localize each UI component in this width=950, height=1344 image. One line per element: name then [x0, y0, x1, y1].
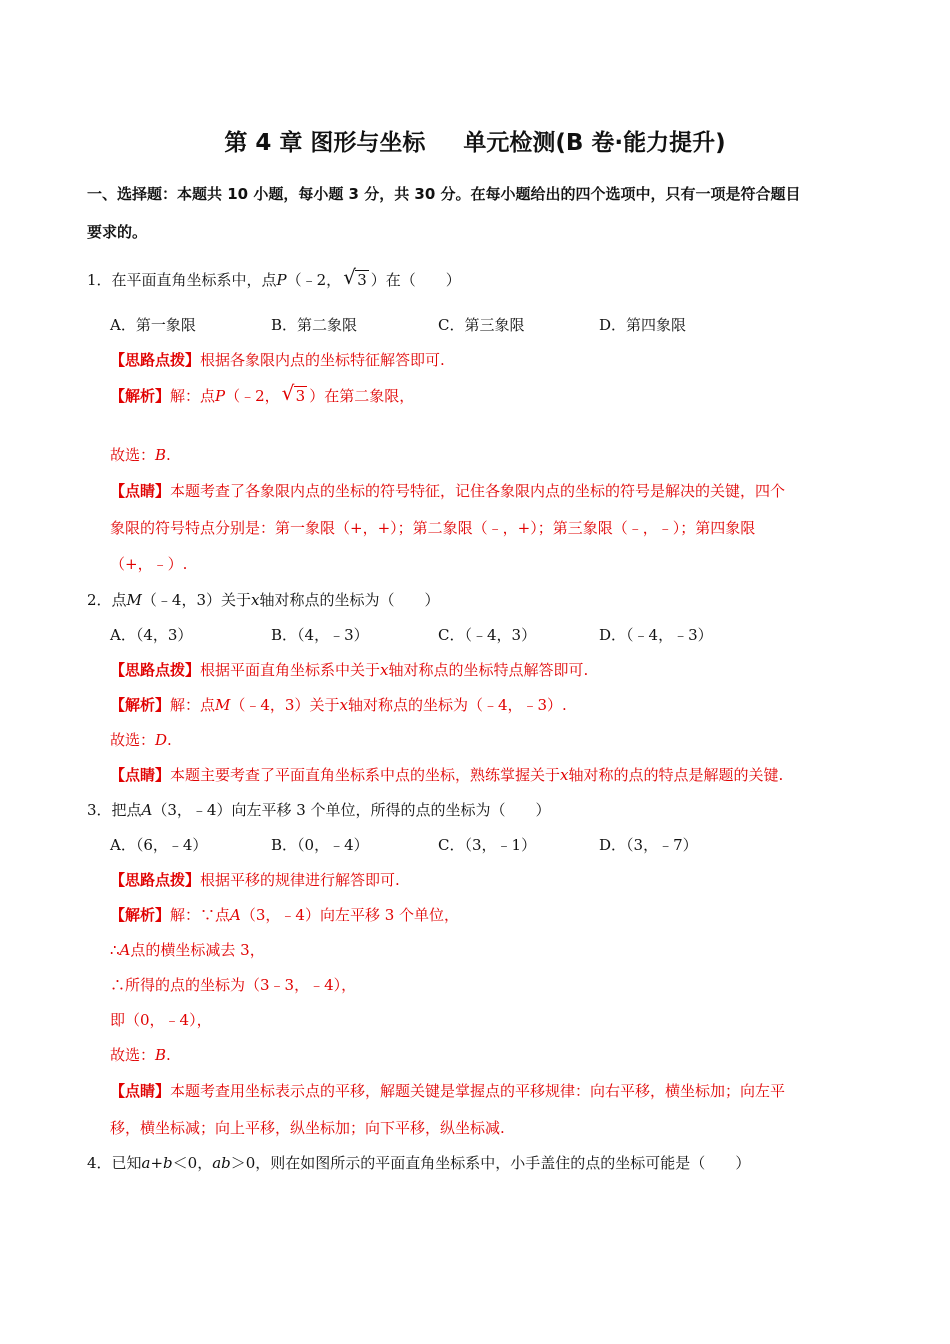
q1-stem: 1．在平面直角坐标系中，点P（﹣2， √ 3 ）在（ ） [87, 265, 461, 289]
q3-note-line1: 【点睛】本题考查用坐标表示点的平移，解题关键是掌握点的平移规律：向右平移，横坐标加；向左平 [110, 1082, 786, 1100]
q3-option-a: A．（6，﹣4） [110, 836, 208, 854]
q3-option-b: B．（0，﹣4） [271, 836, 369, 854]
section-heading-line1: 一、选择题：本题共 10 小题，每小题 3 分，共 30 分。在每小题给出的四个选项中，只有一项是符合题目 [87, 185, 801, 203]
q1-option-d: D．第四象限 [599, 316, 687, 334]
q2-option-b: B．（4，﹣3） [271, 626, 369, 644]
q4-stem: 4．已知a+b＜0，ab＞0，则在如图所示的平面直角坐标系中，小手盖住的点的坐标可能是（ ） [87, 1154, 751, 1172]
q1-answer: 故选：B. [110, 446, 171, 464]
q1-note-line1: 【点睛】本题考查了各象限内点的坐标的符号特征，记住各象限内点的坐标的符号是解决的关键，四个 [110, 482, 786, 500]
q3-option-c: C．（3，﹣1） [438, 836, 537, 854]
q3-answer: 故选：B. [110, 1046, 171, 1064]
q2-option-c: C．（﹣4，3） [438, 626, 537, 644]
q1-option-c: C．第三象限 [438, 316, 525, 334]
q1-option-b: B．第二象限 [271, 316, 358, 334]
section-heading-line2: 要求的。 [87, 223, 148, 241]
q3-step3: 即（0，﹣4）， [110, 1011, 212, 1029]
sqrt-symbol: √ 3 [281, 381, 306, 405]
q3-note-line2: 移，横坐标减；向上平移，纵坐标加；向下平移，纵坐标减. [110, 1119, 505, 1137]
q3-step2: ∴所得的点的坐标为（3﹣3，﹣4）， [110, 976, 357, 994]
title-unit: 单元检测(B 卷·能力提升) [463, 130, 726, 156]
q3-option-d: D．（3，﹣7） [599, 836, 698, 854]
q2-stem: 2．点M（﹣4，3）关于x轴对称点的坐标为（ ） [87, 591, 440, 609]
q1-solution: 【解析】解：点P（﹣2， √ 3 ）在第二象限， [110, 381, 415, 405]
q2-solution: 【解析】解：点M（﹣4，3）关于x轴对称点的坐标为（﹣4，﹣3）. [110, 696, 567, 714]
q1-hint: 【思路点拨】根据各象限内点的坐标特征解答即可. [110, 351, 445, 369]
q3-step1: ∴A点的横坐标减去 3， [110, 941, 265, 959]
q1-note-line2: 象限的符号特点分别是：第一象限（+，+）；第二象限（﹣，+）；第三象限（﹣，﹣）；第四象限 [110, 519, 756, 537]
q2-hint: 【思路点拨】根据平面直角坐标系中关于x轴对称点的坐标特点解答即可. [110, 661, 589, 679]
page-title [0, 128, 950, 158]
q3-hint: 【思路点拨】根据平移的规律进行解答即可. [110, 871, 400, 889]
q2-option-a: A．（4，3） [110, 626, 193, 644]
q2-answer: 故选：D. [110, 731, 172, 749]
title-chapter: 第 4 章 图形与坐标 [224, 130, 426, 156]
q1-option-a: A．第一象限 [110, 316, 196, 334]
q2-note: 【点睛】本题主要考查了平面直角坐标系中点的坐标，熟练掌握关于x轴对称的点的特点是解题的关键. [110, 766, 784, 784]
q3-solution: 【解析】解：∵点A（3，﹣4）向左平移 3 个单位， [110, 906, 460, 924]
sqrt-symbol: √ 3 [343, 265, 367, 289]
q3-stem: 3．把点A（3，﹣4）向左平移 3 个单位，所得的点的坐标为（ ） [87, 801, 551, 819]
q1-note-line3: （+，﹣）. [110, 555, 188, 573]
q2-option-d: D．（﹣4，﹣3） [599, 626, 713, 644]
